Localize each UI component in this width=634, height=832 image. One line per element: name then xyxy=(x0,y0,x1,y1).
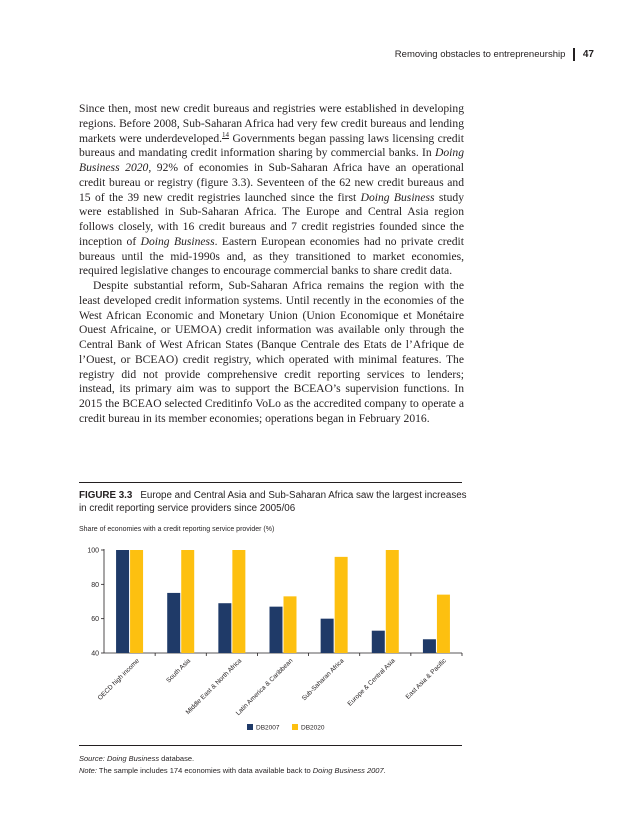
paragraph-1-run: Since then, most new credit bureaus and registries were established in developing regions. Before 2008, Sub-Saharan Africa had very few credit bureaus and lending markets were underdeveloped. xyxy=(79,102,464,145)
paragraph-1-run: Doing Business xyxy=(140,234,215,248)
bar-db2020 xyxy=(181,550,194,653)
paragraph-1 xyxy=(79,102,464,279)
figure-source xyxy=(79,754,194,763)
legend-label-db2007: DB2007 xyxy=(256,724,280,732)
paragraph-2: Despite substantial reform, Sub-Saharan Africa remains the region with the least developed credit information systems. Until recently in the economies of the West African Economic and Monetary Union (Union Economique et Monétaire Ouest Africaine, or UEMOA) credit information was available only through the Central Bank of West African States (Banque Centrale des Etats de l’Afrique de l’Ouest, or BCEAO) credit registry, which operated with minimal features. The registry did not provide comprehensive credit reporting services to lenders; instead, its primary aim was to support the BCEAO’s supervision functions. In 2015 the BCEAO selected Creditinfo VoLo as the accredited company to operate a credit bureau in its member economies; operations began in February 2016. xyxy=(79,279,464,425)
legend-swatch-db2007 xyxy=(247,724,253,730)
y-tick-label: 60 xyxy=(91,616,99,624)
endnote-ref: 14 xyxy=(222,130,230,139)
figure-label: FIGURE 3.3 xyxy=(79,490,133,501)
y-tick-label: 80 xyxy=(91,581,99,589)
figure-top-rule xyxy=(79,482,462,483)
paragraph-1-run: Doing Business 2020 xyxy=(79,146,464,174)
x-tick-label: Middle East & North Africa xyxy=(184,657,244,717)
running-title: Removing obstacles to entrepreneurship xyxy=(394,49,566,60)
bar-db2020 xyxy=(232,550,245,653)
figure-note xyxy=(79,766,386,775)
paragraph-1-run: Governments began passing laws licensing credit bureaus and mandating credit information sharing by commercial banks. In xyxy=(79,131,464,160)
x-tick-label: East Asia & Pacific xyxy=(404,657,448,701)
bar-db2007 xyxy=(270,607,283,653)
bar-db2007 xyxy=(218,603,231,653)
bar-db2007 xyxy=(167,593,180,653)
note-label: Note: xyxy=(79,766,97,775)
bar-db2007 xyxy=(116,550,129,653)
bar-db2020 xyxy=(130,550,143,653)
x-tick-label: Latin America & Caribbean xyxy=(234,657,295,718)
body-text xyxy=(79,102,464,427)
bar-db2020 xyxy=(284,596,297,653)
figure-bottom-rule xyxy=(79,745,462,746)
note-italic: Doing Business 2007 xyxy=(312,766,384,775)
y-tick-label: 40 xyxy=(91,650,99,658)
source-label: Source: xyxy=(79,754,105,763)
legend-label-db2020: DB2020 xyxy=(301,724,325,732)
source-rest: database. xyxy=(159,754,195,763)
legend-swatch-db2020 xyxy=(292,724,298,730)
bar-db2007 xyxy=(321,619,334,653)
bar-db2007 xyxy=(372,631,385,653)
figure-title xyxy=(79,490,469,515)
x-tick-label: Sub-Saharan Africa xyxy=(300,657,346,703)
running-head xyxy=(395,48,594,61)
y-tick-label: 100 xyxy=(87,547,99,555)
bar-db2007 xyxy=(423,639,436,653)
paragraph-1-run: . Eastern European economies had no private credit bureaus until the mid-1990s and, as they transitioned to market economies, required legislative changes to encourage commercial banks to share credit data. xyxy=(79,234,464,278)
figure-title-text: Europe and Central Asia and Sub-Saharan Africa saw the largest increases in credit reporting service providers since 2005/06 xyxy=(79,490,467,514)
bar-db2020 xyxy=(437,595,450,653)
chart-y-label: Share of economies with a credit reporting service provider (%) xyxy=(79,526,275,533)
bar-db2020 xyxy=(335,557,348,653)
bar-db2020 xyxy=(386,550,399,653)
source-italic: Doing Business xyxy=(106,754,160,763)
x-tick-label: South Asia xyxy=(165,657,193,685)
note-end: . xyxy=(383,766,386,775)
bar-chart xyxy=(79,538,469,743)
paragraph-1-run: , 92% of economies in Sub-Saharan Africa have an operational credit bureau or registry (figure 3.3). Seventeen of the 62 new credit bureaus and 15 of the 39 new credit registries launched since the first xyxy=(79,161,464,204)
note-text: The sample includes 174 economies with data available back to xyxy=(96,766,313,775)
header-divider xyxy=(573,48,575,61)
x-tick-label: Europe & Central Asia xyxy=(346,657,397,708)
paragraph-1-run: Doing Business xyxy=(360,190,435,204)
x-tick-label: OECD high income xyxy=(96,657,141,702)
page-number: 47 xyxy=(582,49,594,60)
paragraph-1-run: study were established in Sub-Saharan Africa. The Europe and Central Asia region follows closely, with 16 credit bureaus and 7 credit registries founded since the inception of xyxy=(79,190,464,248)
